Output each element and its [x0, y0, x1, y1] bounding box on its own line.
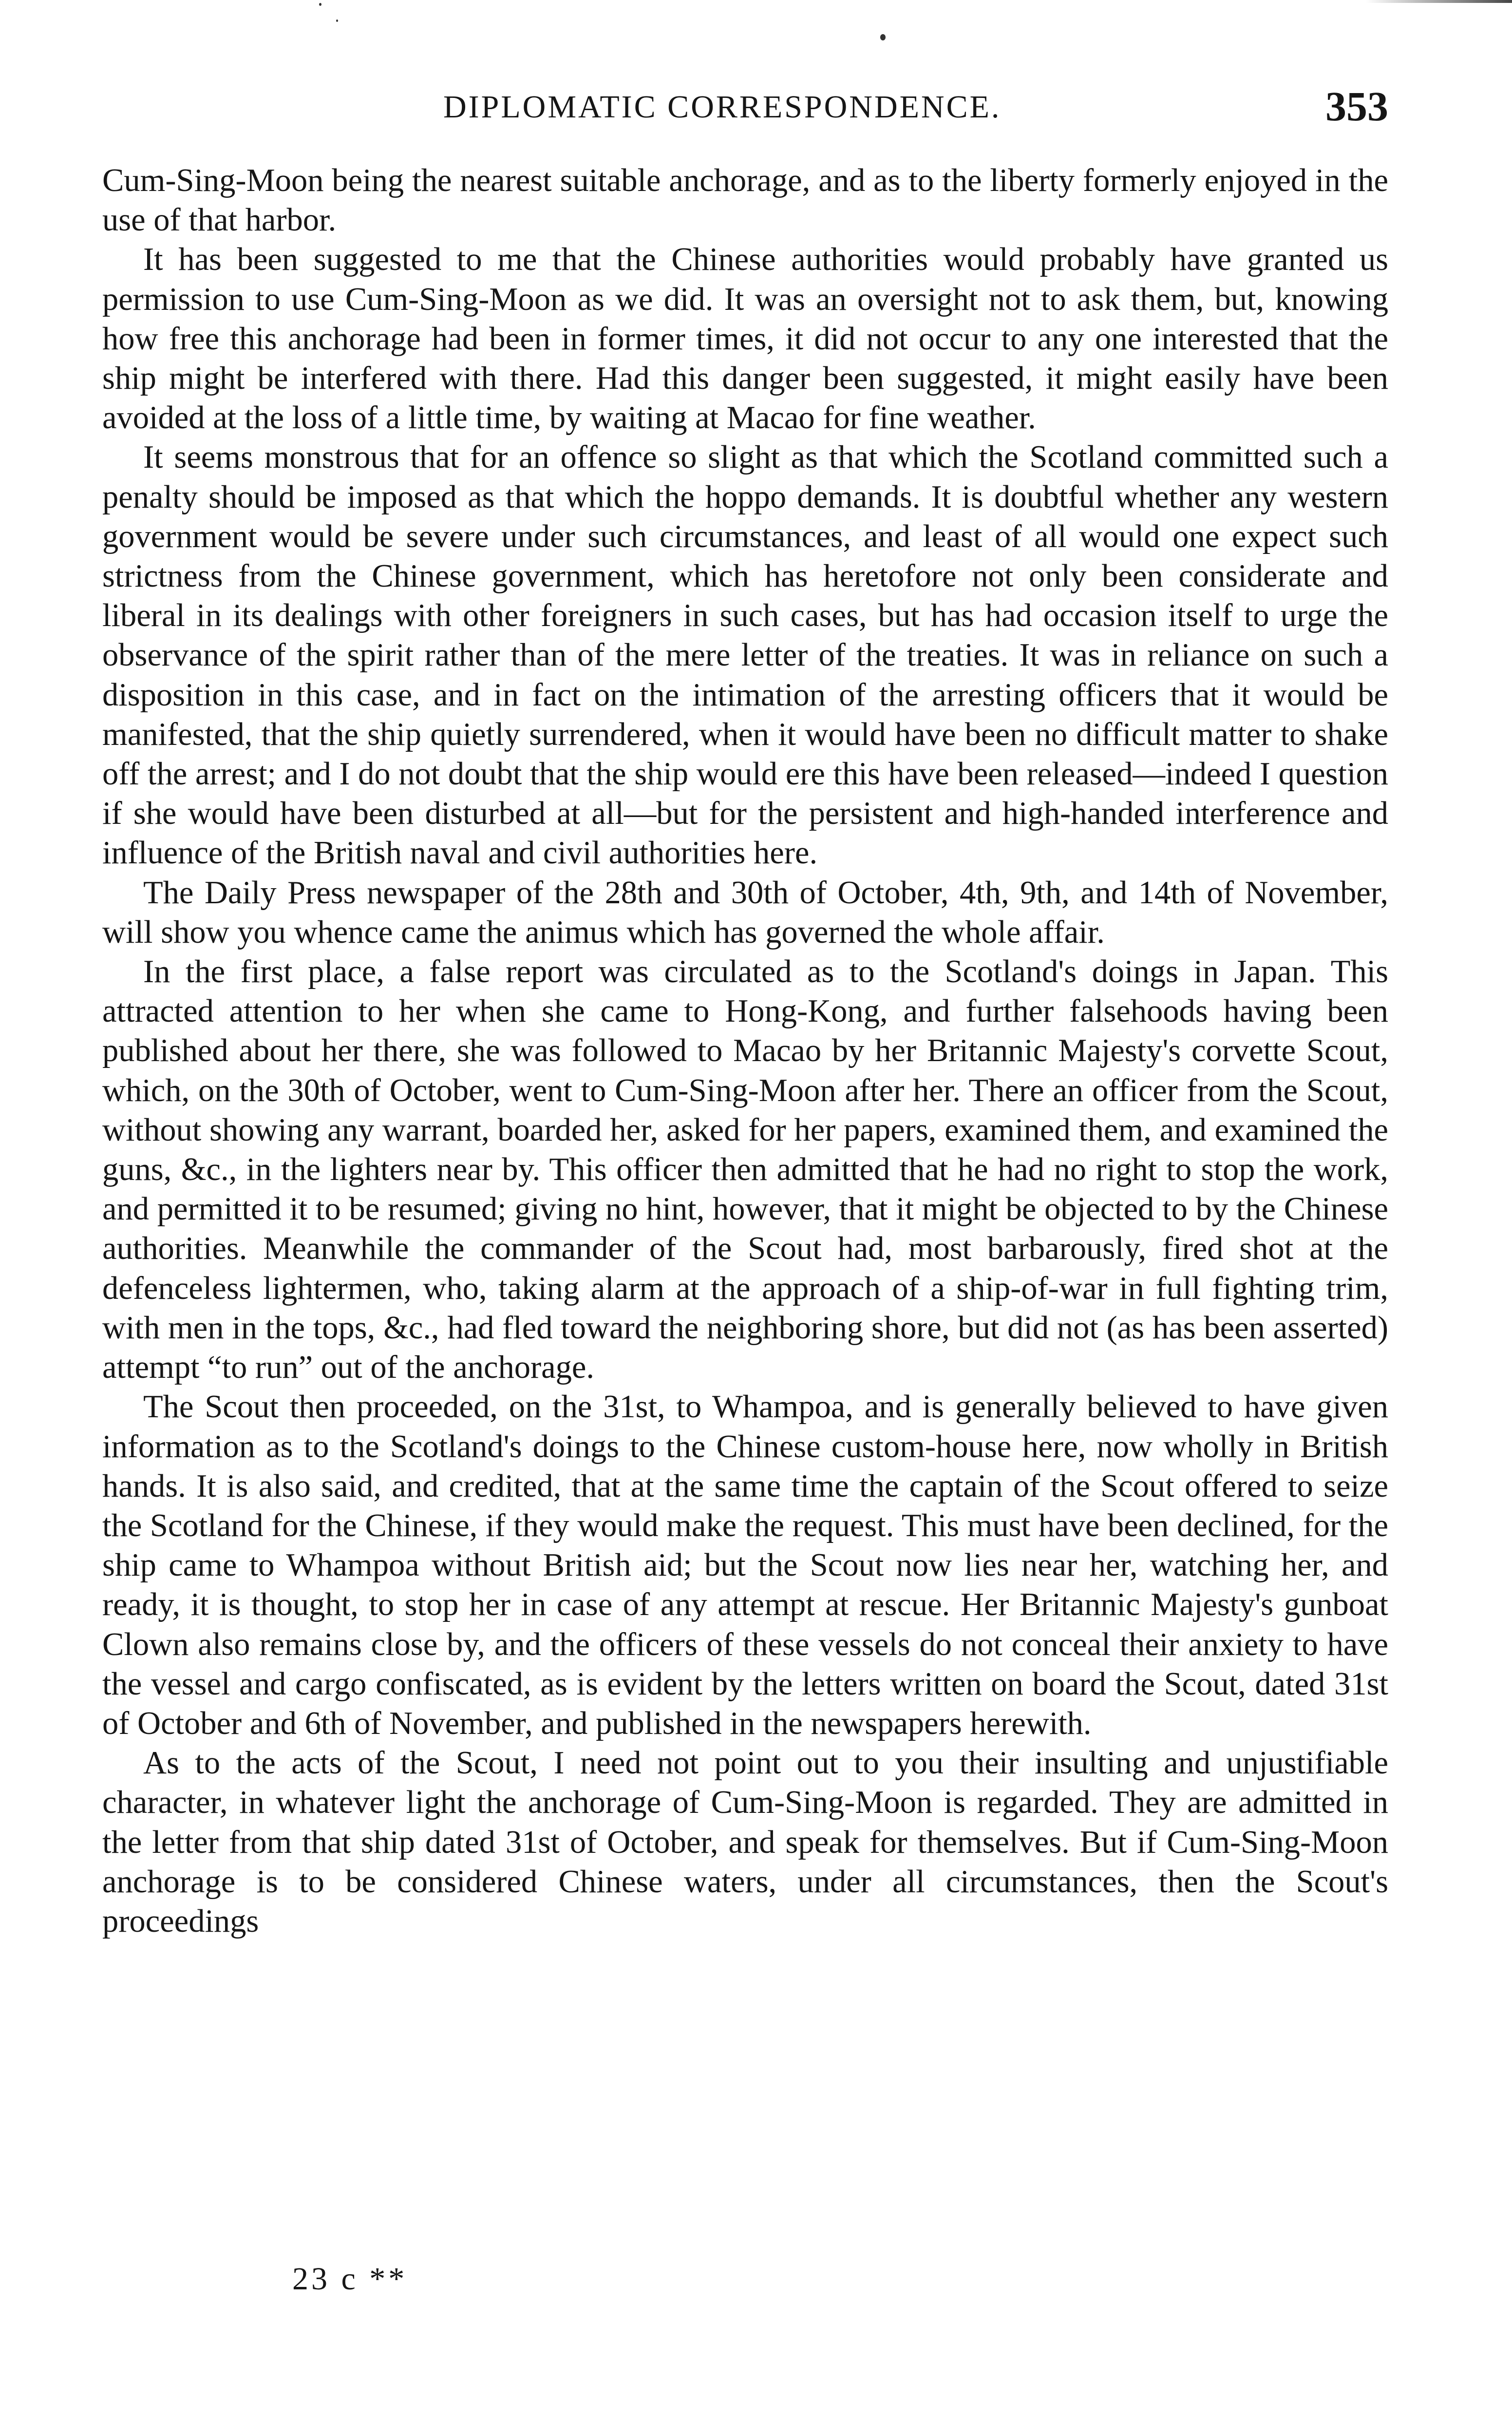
printer-signature: 23 c **: [292, 2261, 408, 2297]
speck-mark: [336, 19, 338, 22]
page-number: 353: [1325, 83, 1388, 130]
body-text: [102, 161, 1388, 1941]
paragraph: In the first place, a false report was circulated as to the Scotland's doings in Japan. This attracted attention to her when she came to Hong-Kong, and further falsehoods having been published about her there, she was followed to Macao by her Britannic Majesty's corvette Scout, which, on the 30th of October, went to Cum-Sing-Moon after her. There an officer from the Scout, without showing any warrant, boarded her, asked for her papers, examined them, and examined the guns, &c., in the lighters near by. This officer then admitted that he had no right to stop the work, and permitted it to be resumed; giving no hint, however, that it might be objected to by the Chinese authorities. Meanwhile the commander of the Scout had, most barbarously, fired shot at the defenceless lightermen, who, taking alarm at the approach of a ship-of-war in full fighting trim, with men in the tops, &c., had fled toward the neighboring shore, but did not (as has been asserted) attempt “to run” out of the anchorage.: [102, 954, 1388, 1386]
speck-mark: [880, 34, 886, 40]
top-right-rule: [1366, 0, 1512, 3]
paragraph: It seems monstrous that for an offence so slight as that which the Scotland committed such a penalty should be imposed as that which the hoppo demands. It is doubtful whether any western government would be severe under such circumstances, and least of all would one expect such strictness from the Chinese government, which has heretofore not only been considerate and liberal in its dealings with other foreigners in such cases, but has had occasion itself to urge the observance of the spirit rather than of the mere letter of the treaties. It was in reliance on such a disposition in this case, and in fact on the intimation of the arresting officers that it would be manifested, that the ship quietly surrendered, when it would have been no difficult matter to shake off the arrest; and I do not doubt that the ship would ere this have been released—indeed I question if she would have been disturbed at all—but for the persistent and high-handed interference and influence of the British naval and civil authorities here.: [102, 439, 1388, 871]
running-head: DIPLOMATIC CORRESPONDENCE.: [443, 89, 1002, 125]
paragraph: Cum-Sing-Moon being the nearest suitable anchorage, and as to the liberty formerly enjoyed in the use of that harbor.: [102, 163, 1388, 238]
paragraph: The Daily Press newspaper of the 28th and 30th of October, 4th, 9th, and 14th of November, will show you whence came the animus which has governed the whole affair.: [102, 875, 1388, 950]
page-header: [102, 82, 1388, 131]
speck-mark: [319, 3, 321, 6]
paragraph: It has been suggested to me that the Chinese authorities would probably have granted us permission to use Cum-Sing-Moon as we did. It was an oversight not to ask them, but, knowing how free this anchorage had been in former times, it did not occur to any one interested that the ship might be interfered with there. Had this danger been suggested, it might easily have been avoided at the loss of a little time, by waiting at Macao for fine weather.: [102, 242, 1388, 436]
paragraph: The Scout then proceeded, on the 31st, to Whampoa, and is generally believed to have given information as to the Scotland's doings to the Chinese custom-house here, now wholly in British hands. It is also said, and credited, that at the same time the captain of the Scout offered to seize the Scotland for the Chinese, if they would make the request. This must have been declined, for the ship came to Whampoa without British aid; but the Scout now lies near her, watching her, and ready, it is thought, to stop her in case of any attempt at rescue. Her Britannic Majesty's gunboat Clown also remains close by, and the officers of these vessels do not conceal their anxiety to have the vessel and cargo confiscated, as is evident by the letters written on board the Scout, dated 31st of October and 6th of November, and published in the newspapers herewith.: [102, 1389, 1388, 1741]
paragraph: As to the acts of the Scout, I need not point out to you their insulting and unjustifiable character, in whatever light the anchorage of Cum-Sing-Moon is regarded. They are admitted in the letter from that ship dated 31st of October, and speak for themselves. But if Cum-Sing-Moon anchorage is to be considered Chinese waters, under all circumstances, then the Scout's proceedings: [102, 1745, 1388, 1939]
